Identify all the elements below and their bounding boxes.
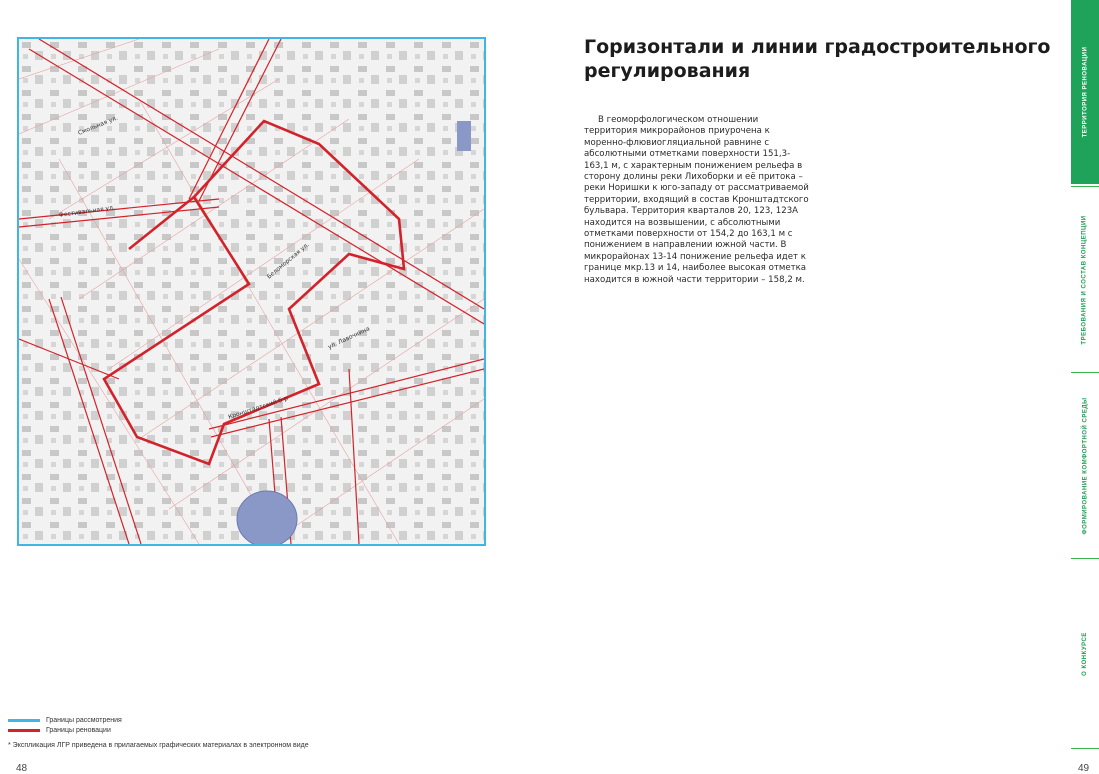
- street-label: Кронштадтский б-р: [227, 394, 289, 421]
- legend-label: Границы реновации: [46, 726, 111, 734]
- legend-item-review-boundary: [8, 715, 122, 725]
- page-title: Горизонтали и линии градостроительного регулирования: [584, 36, 1051, 82]
- legend-label: Границы рассмотрения: [46, 716, 122, 724]
- sidebar-divider: [1071, 748, 1099, 749]
- page-number-left: 48: [16, 763, 28, 774]
- tab-about-competition[interactable]: [1071, 558, 1099, 748]
- street-label: Беломорская ул.: [265, 241, 311, 281]
- map-drawing: [19, 39, 484, 544]
- street-label: Смольная ул.: [77, 114, 119, 137]
- tab-label: ТЕРРИТОРИЯ РЕНОВАЦИИ: [1082, 46, 1088, 138]
- page-number-right: 49: [1078, 763, 1090, 774]
- legend-swatch: [8, 719, 40, 722]
- map-legend: [8, 715, 122, 735]
- section-sidebar: [1071, 0, 1099, 772]
- description-paragraph: В геоморфологическом отношении территория микрорайонов приурочена к моренно-флювиогляциальной равнине с абсолютными отметками поверхности 151,3-163,1 м, с характерным понижением рельефа в сторону долины реки Лихоборки и её притока – реки Норишки к юго-западу от рассматриваемой территории, входящий в состав Кронштадтского бульвара. Территория кварталов 20, 123, 123А находится на возвышении, с абсолютными отметками поверхности от 154,2 до 163,1 м с понижением в направлении южной части. В микрорайонах 13-14 понижение рельефа идет к границе мкр.13 и 14, наиболее высокая отметка находится в южной части территории – 158,2 м.: [584, 115, 809, 285]
- footnote: * Экспликация ЛГР приведена в прилагаемых графических материалах в электронном виде: [8, 742, 309, 749]
- legend-swatch: [8, 729, 40, 732]
- tab-label: ФОРМИРОВАНИЕ КОМФОРТНОЙ СРЕДЫ: [1082, 397, 1088, 534]
- street-label: ул. Лавочкина: [326, 325, 371, 351]
- urban-plan-map: [17, 37, 486, 546]
- tab-label: О КОНКУРСЕ: [1082, 631, 1089, 676]
- tab-comfortable-environment[interactable]: [1071, 372, 1099, 558]
- tab-requirements[interactable]: [1071, 186, 1099, 372]
- street-label: Фестивальная ул.: [58, 204, 116, 219]
- legend-item-renovation-boundary: [8, 725, 122, 735]
- tab-label: ТРЕБОВАНИЯ И СОСТАВ КОНЦЕПЦИИ: [1082, 214, 1088, 345]
- tab-renovation-territory[interactable]: [1071, 0, 1099, 184]
